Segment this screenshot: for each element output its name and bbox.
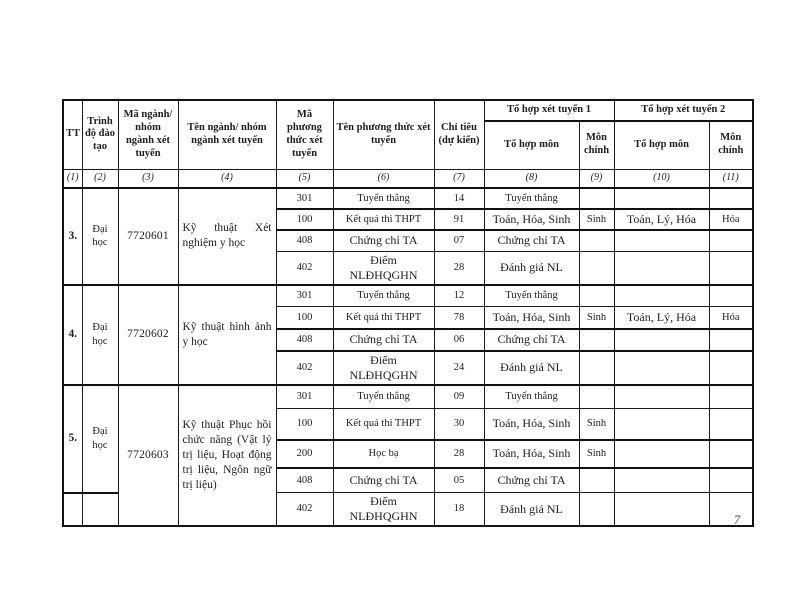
- col-header-main-subject-2: Môn chính: [709, 121, 753, 169]
- col-header-main-subject-1: Môn chính: [579, 121, 614, 169]
- cell-combo-2: [614, 385, 709, 409]
- cell-quota: 14: [434, 188, 484, 209]
- cell-method-code: 402: [276, 351, 333, 385]
- cell-combo-1: Tuyển thẳng: [484, 385, 579, 409]
- cell-combo-1: Đánh giá NL: [484, 251, 579, 285]
- cell-main-subject-2: [709, 440, 753, 468]
- col-number: (2): [82, 169, 118, 188]
- cell-method-code: 100: [276, 409, 333, 440]
- cell-tt: 4.: [63, 285, 82, 385]
- cell-method-name: Điểm NLĐHQGHN: [333, 493, 434, 527]
- cell-combo-2: [614, 409, 709, 440]
- cell-method-name: Chứng chỉ TA: [333, 468, 434, 493]
- header-row-top: [63, 100, 753, 121]
- cell-combo-2: [614, 329, 709, 351]
- cell-main-subject-2: [709, 329, 753, 351]
- cell-quota: 28: [434, 251, 484, 285]
- cell-combo-1: Toán, Hóa, Sinh: [484, 409, 579, 440]
- cell-quota: 09: [434, 385, 484, 409]
- cell-main-subject-1: Sinh: [579, 209, 614, 230]
- cell-quota: 78: [434, 307, 484, 329]
- col-header-major-code: Mã ngành/ nhóm ngành xét tuyển: [118, 100, 178, 169]
- cell-main-subject-1: [579, 351, 614, 385]
- cell-major-code: 7720603: [118, 385, 178, 527]
- cell-main-subject-2: [709, 285, 753, 307]
- col-header-method-name: Tên phương thức xét tuyển: [333, 100, 434, 169]
- cell-main-subject-1: [579, 285, 614, 307]
- cell-combo-1: Đánh giá NL: [484, 351, 579, 385]
- cell-combo-1: Chứng chỉ TA: [484, 468, 579, 493]
- cell-main-subject-1: [579, 493, 614, 527]
- col-number: (10): [614, 169, 709, 188]
- col-header-combo-1: Tổ hợp môn: [484, 121, 579, 169]
- cell-combo-1: Chứng chỉ TA: [484, 329, 579, 351]
- cell-method-code: 301: [276, 188, 333, 209]
- cell-level-empty: [82, 493, 118, 527]
- cell-combo-1: Tuyển thẳng: [484, 188, 579, 209]
- col-number: (6): [333, 169, 434, 188]
- col-number: (4): [178, 169, 276, 188]
- column-number-row: [63, 169, 753, 188]
- cell-combo-2: [614, 468, 709, 493]
- page-number: 7: [733, 513, 741, 527]
- col-number: (1): [63, 169, 82, 188]
- cell-method-code: 402: [276, 251, 333, 285]
- col-header-level: Trình độ đào tạo: [82, 100, 118, 169]
- cell-quota: 05: [434, 468, 484, 493]
- cell-main-subject-2: [709, 409, 753, 440]
- cell-main-subject-2: Hóa: [709, 307, 753, 329]
- cell-method-name: Tuyển thẳng: [333, 385, 434, 409]
- cell-level: Đại học: [82, 188, 118, 285]
- cell-combo-2: Toán, Lý, Hóa: [614, 209, 709, 230]
- cell-method-name: Kết quả thi THPT: [333, 307, 434, 329]
- cell-main-subject-2: [709, 351, 753, 385]
- table-row: [63, 385, 753, 409]
- cell-main-subject-2: Hóa: [709, 209, 753, 230]
- cell-quota: 06: [434, 329, 484, 351]
- cell-method-name: Chứng chỉ TA: [333, 329, 434, 351]
- cell-method-code: 402: [276, 493, 333, 527]
- cell-combo-2: [614, 285, 709, 307]
- col-header-combo-group-1: Tổ hợp xét tuyển 1: [484, 100, 614, 121]
- cell-main-subject-1: [579, 329, 614, 351]
- cell-main-subject-2: [709, 251, 753, 285]
- cell-main-subject-1: Sinh: [579, 409, 614, 440]
- col-header-method-code: Mã phương thức xét tuyển: [276, 100, 333, 169]
- cell-main-subject-1: Sinh: [579, 307, 614, 329]
- cell-major-code: 7720601: [118, 188, 178, 285]
- cell-method-name: Học bạ: [333, 440, 434, 468]
- cell-combo-1: Đánh giá NL: [484, 493, 579, 527]
- cell-level: Đại học: [82, 385, 118, 493]
- cell-quota: 91: [434, 209, 484, 230]
- col-number: (3): [118, 169, 178, 188]
- cell-method-name: Chứng chỉ TA: [333, 230, 434, 251]
- cell-combo-1: Toán, Hóa, Sinh: [484, 307, 579, 329]
- col-header-tt: TT: [63, 100, 82, 169]
- col-number: (7): [434, 169, 484, 188]
- cell-combo-2: [614, 188, 709, 209]
- cell-method-code: 200: [276, 440, 333, 468]
- cell-method-name: Tuyển thẳng: [333, 188, 434, 209]
- cell-quota: 24: [434, 351, 484, 385]
- cell-combo-2: [614, 493, 709, 527]
- col-number: (8): [484, 169, 579, 188]
- cell-main-subject-2: [709, 385, 753, 409]
- cell-combo-1: Toán, Hóa, Sinh: [484, 440, 579, 468]
- cell-method-code: 408: [276, 329, 333, 351]
- cell-method-code: 100: [276, 209, 333, 230]
- cell-quota: 30: [434, 409, 484, 440]
- col-header-combo-group-2: Tổ hợp xét tuyển 2: [614, 100, 753, 121]
- cell-method-name: Tuyển thẳng: [333, 285, 434, 307]
- cell-tt: 5.: [63, 385, 82, 493]
- cell-major-name: Kỹ thuật Phục hồi chức năng (Vật lý trị liệu, Hoạt động trị liệu, Ngôn ngữ trị liệu): [178, 385, 276, 527]
- cell-main-subject-2: [709, 468, 753, 493]
- cell-combo-2: [614, 351, 709, 385]
- cell-quota: 18: [434, 493, 484, 527]
- cell-level: Đại học: [82, 285, 118, 385]
- cell-major-code: 7720602: [118, 285, 178, 385]
- col-number: (9): [579, 169, 614, 188]
- cell-method-code: 408: [276, 230, 333, 251]
- cell-method-code: 408: [276, 468, 333, 493]
- table-row: [63, 285, 753, 307]
- cell-quota: 07: [434, 230, 484, 251]
- cell-main-subject-1: [579, 188, 614, 209]
- col-header-quota: Chỉ tiêu (dự kiến): [434, 100, 484, 169]
- cell-method-code: 301: [276, 285, 333, 307]
- cell-main-subject-1: [579, 251, 614, 285]
- cell-method-code: 100: [276, 307, 333, 329]
- table-row: [63, 188, 753, 209]
- cell-combo-2: [614, 230, 709, 251]
- cell-combo-1: Chứng chỉ TA: [484, 230, 579, 251]
- cell-quota: 12: [434, 285, 484, 307]
- cell-method-name: Kết quả thi THPT: [333, 409, 434, 440]
- cell-main-subject-2: [709, 230, 753, 251]
- cell-combo-1: Tuyển thẳng: [484, 285, 579, 307]
- cell-major-name: Kỹ thuật hình ảnh y học: [178, 285, 276, 385]
- cell-main-subject-1: [579, 230, 614, 251]
- cell-major-name: Kỹ thuật Xét nghiệm y học: [178, 188, 276, 285]
- admissions-table: [62, 99, 754, 527]
- cell-combo-2: Toán, Lý, Hóa: [614, 307, 709, 329]
- cell-main-subject-1: [579, 468, 614, 493]
- cell-method-name: Điểm NLĐHQGHN: [333, 351, 434, 385]
- col-header-combo-2: Tổ hợp môn: [614, 121, 709, 169]
- cell-method-name: Kết quả thi THPT: [333, 209, 434, 230]
- cell-main-subject-1: Sinh: [579, 440, 614, 468]
- cell-main-subject-2: [709, 188, 753, 209]
- cell-tt-empty: [63, 493, 82, 527]
- cell-main-subject-1: [579, 385, 614, 409]
- cell-method-code: 301: [276, 385, 333, 409]
- cell-combo-2: [614, 251, 709, 285]
- col-header-major-name: Tên ngành/ nhóm ngành xét tuyển: [178, 100, 276, 169]
- cell-quota: 28: [434, 440, 484, 468]
- col-number: (11): [709, 169, 753, 188]
- cell-method-name: Điểm NLĐHQGHN: [333, 251, 434, 285]
- cell-combo-1: Toán, Hóa, Sinh: [484, 209, 579, 230]
- col-number: (5): [276, 169, 333, 188]
- cell-combo-2: [614, 440, 709, 468]
- cell-tt: 3.: [63, 188, 82, 285]
